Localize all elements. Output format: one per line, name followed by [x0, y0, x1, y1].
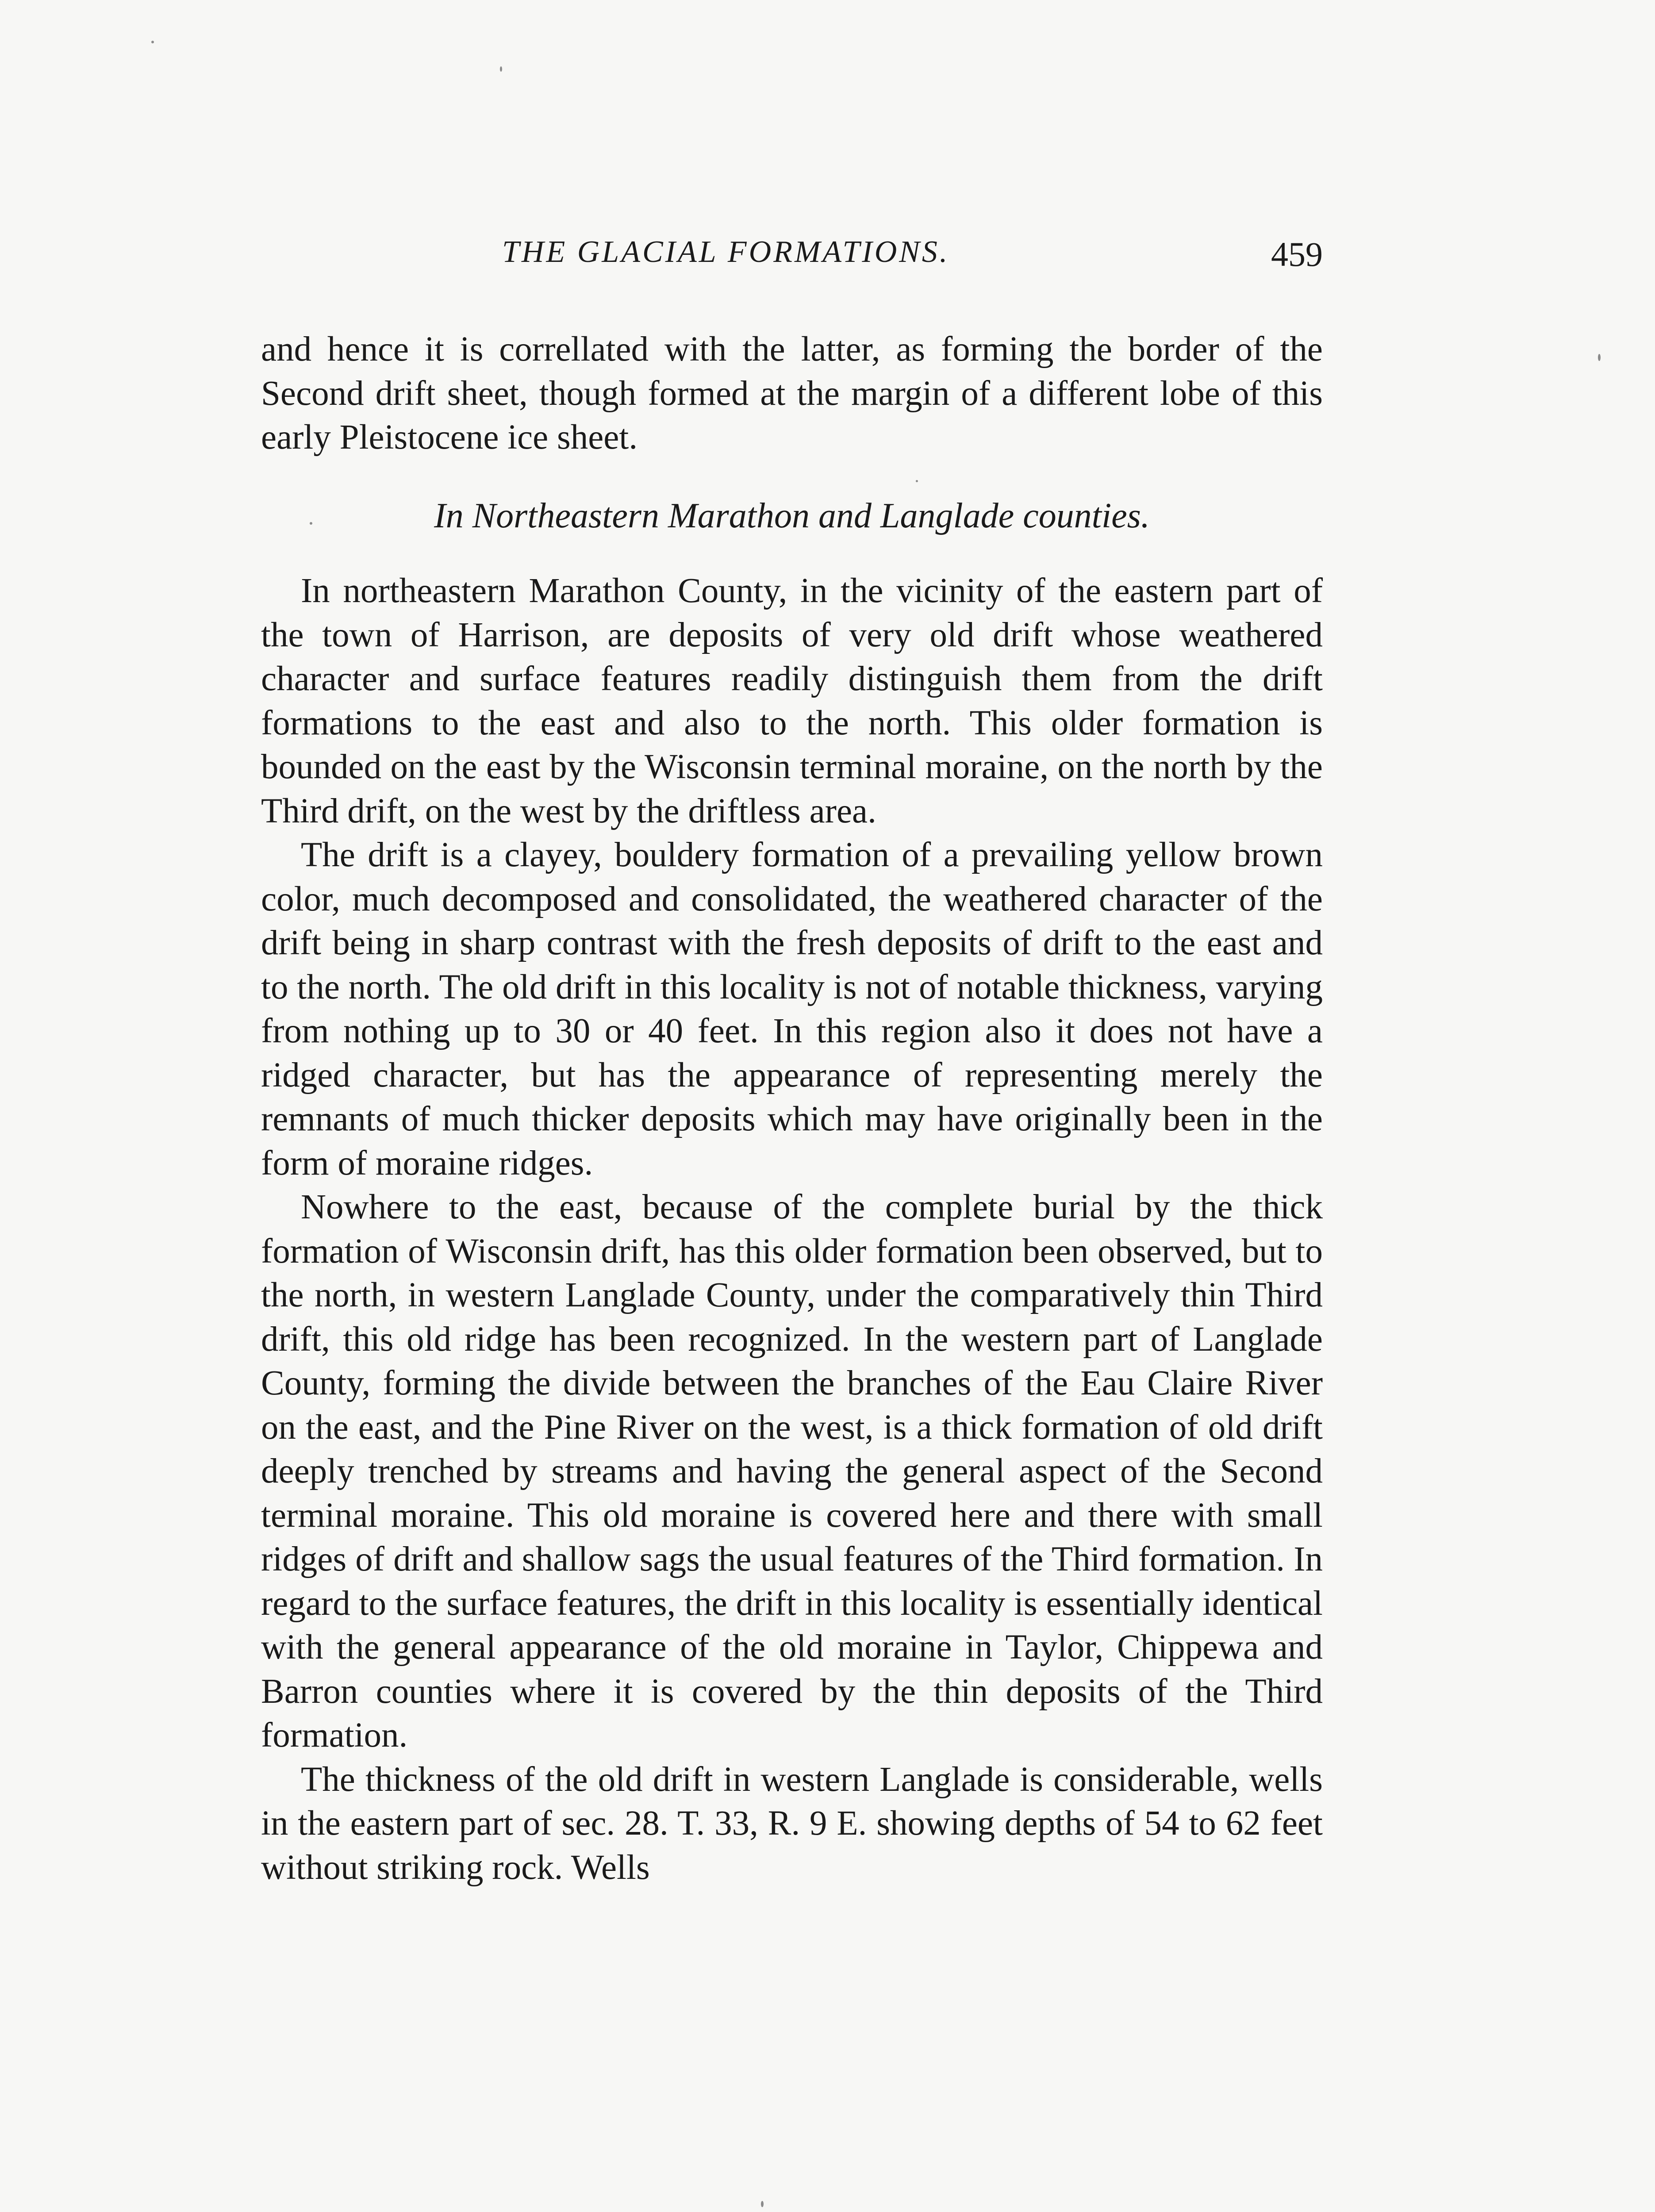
scan-speck — [761, 2201, 764, 2207]
section-heading: In Northeastern Marathon and Langlade counties. — [434, 496, 1150, 535]
running-title: THE GLACIAL FORMATIONS. — [502, 235, 950, 269]
continuation-paragraph: and hence it is correllated with the latter, as forming the border of the Second drift sheet, though formed at the margin of a different lobe of this early Pleistocene ice sheet. — [261, 330, 1323, 457]
scan-speck — [1598, 354, 1601, 361]
scan-speck — [151, 41, 154, 43]
body-text — [261, 327, 1323, 1889]
scan-speck — [310, 522, 312, 525]
running-head — [261, 234, 1323, 283]
scan-speck — [500, 66, 502, 72]
paragraph: Nowhere to the east, because of the complete burial by the thick formation of Wisconsin drift, has this older formation been observed, but to the north, in western Langlade County, under the comparatively thin Third drift, this old ridge has been recognized. In the western part of Langlade County, forming the divide between the branches of the Eau Claire River on the east, and the Pine River on the west, is a thick formation of old drift deeply trenched by streams and having the general aspect of the Second terminal moraine. This old moraine is covered here and there with small ridges of drift and shallow sags the usual features of the Third formation. In regard to the surface features, the drift in this locality is essentially identical with the general appearance of the old moraine in Taylor, Chippewa and Barron counties where it is covered by the thin deposits of the Third formation. — [261, 1188, 1323, 1755]
paragraph: The drift is a clayey, bouldery formation of a prevailing yellow brown color, much decomposed and consolidated, the weathered character of the drift being in sharp contrast with the fresh deposits of drift to the east and to the north. The old drift in this locality is not of notable thickness, varying from nothing up to 30 or 40 feet. In this region also it does not have a ridged character, but has the appearance of representing merely the remnants of much thicker deposits which may have originally been in the form of moraine ridges. — [261, 836, 1323, 1183]
paragraph: In northeastern Marathon County, in the vicinity of the eastern part of the town of Harrison, are deposits of very old drift whose weathered character and surface features readily distinguish them from the drift formations to the east and also to the north. This older formation is bounded on the east by the Wisconsin terminal moraine, on the north by the Third drift, on the west by the driftless area. — [261, 572, 1323, 830]
paragraph: The thickness of the old drift in western Langlade is considerable, wells in the eastern part of sec. 28. T. 33, R. 9 E. showing depths of 54 to 62 feet without striking rock. Wells — [261, 1760, 1323, 1887]
scan-speck — [916, 480, 918, 482]
page-number: 459 — [1271, 235, 1323, 273]
